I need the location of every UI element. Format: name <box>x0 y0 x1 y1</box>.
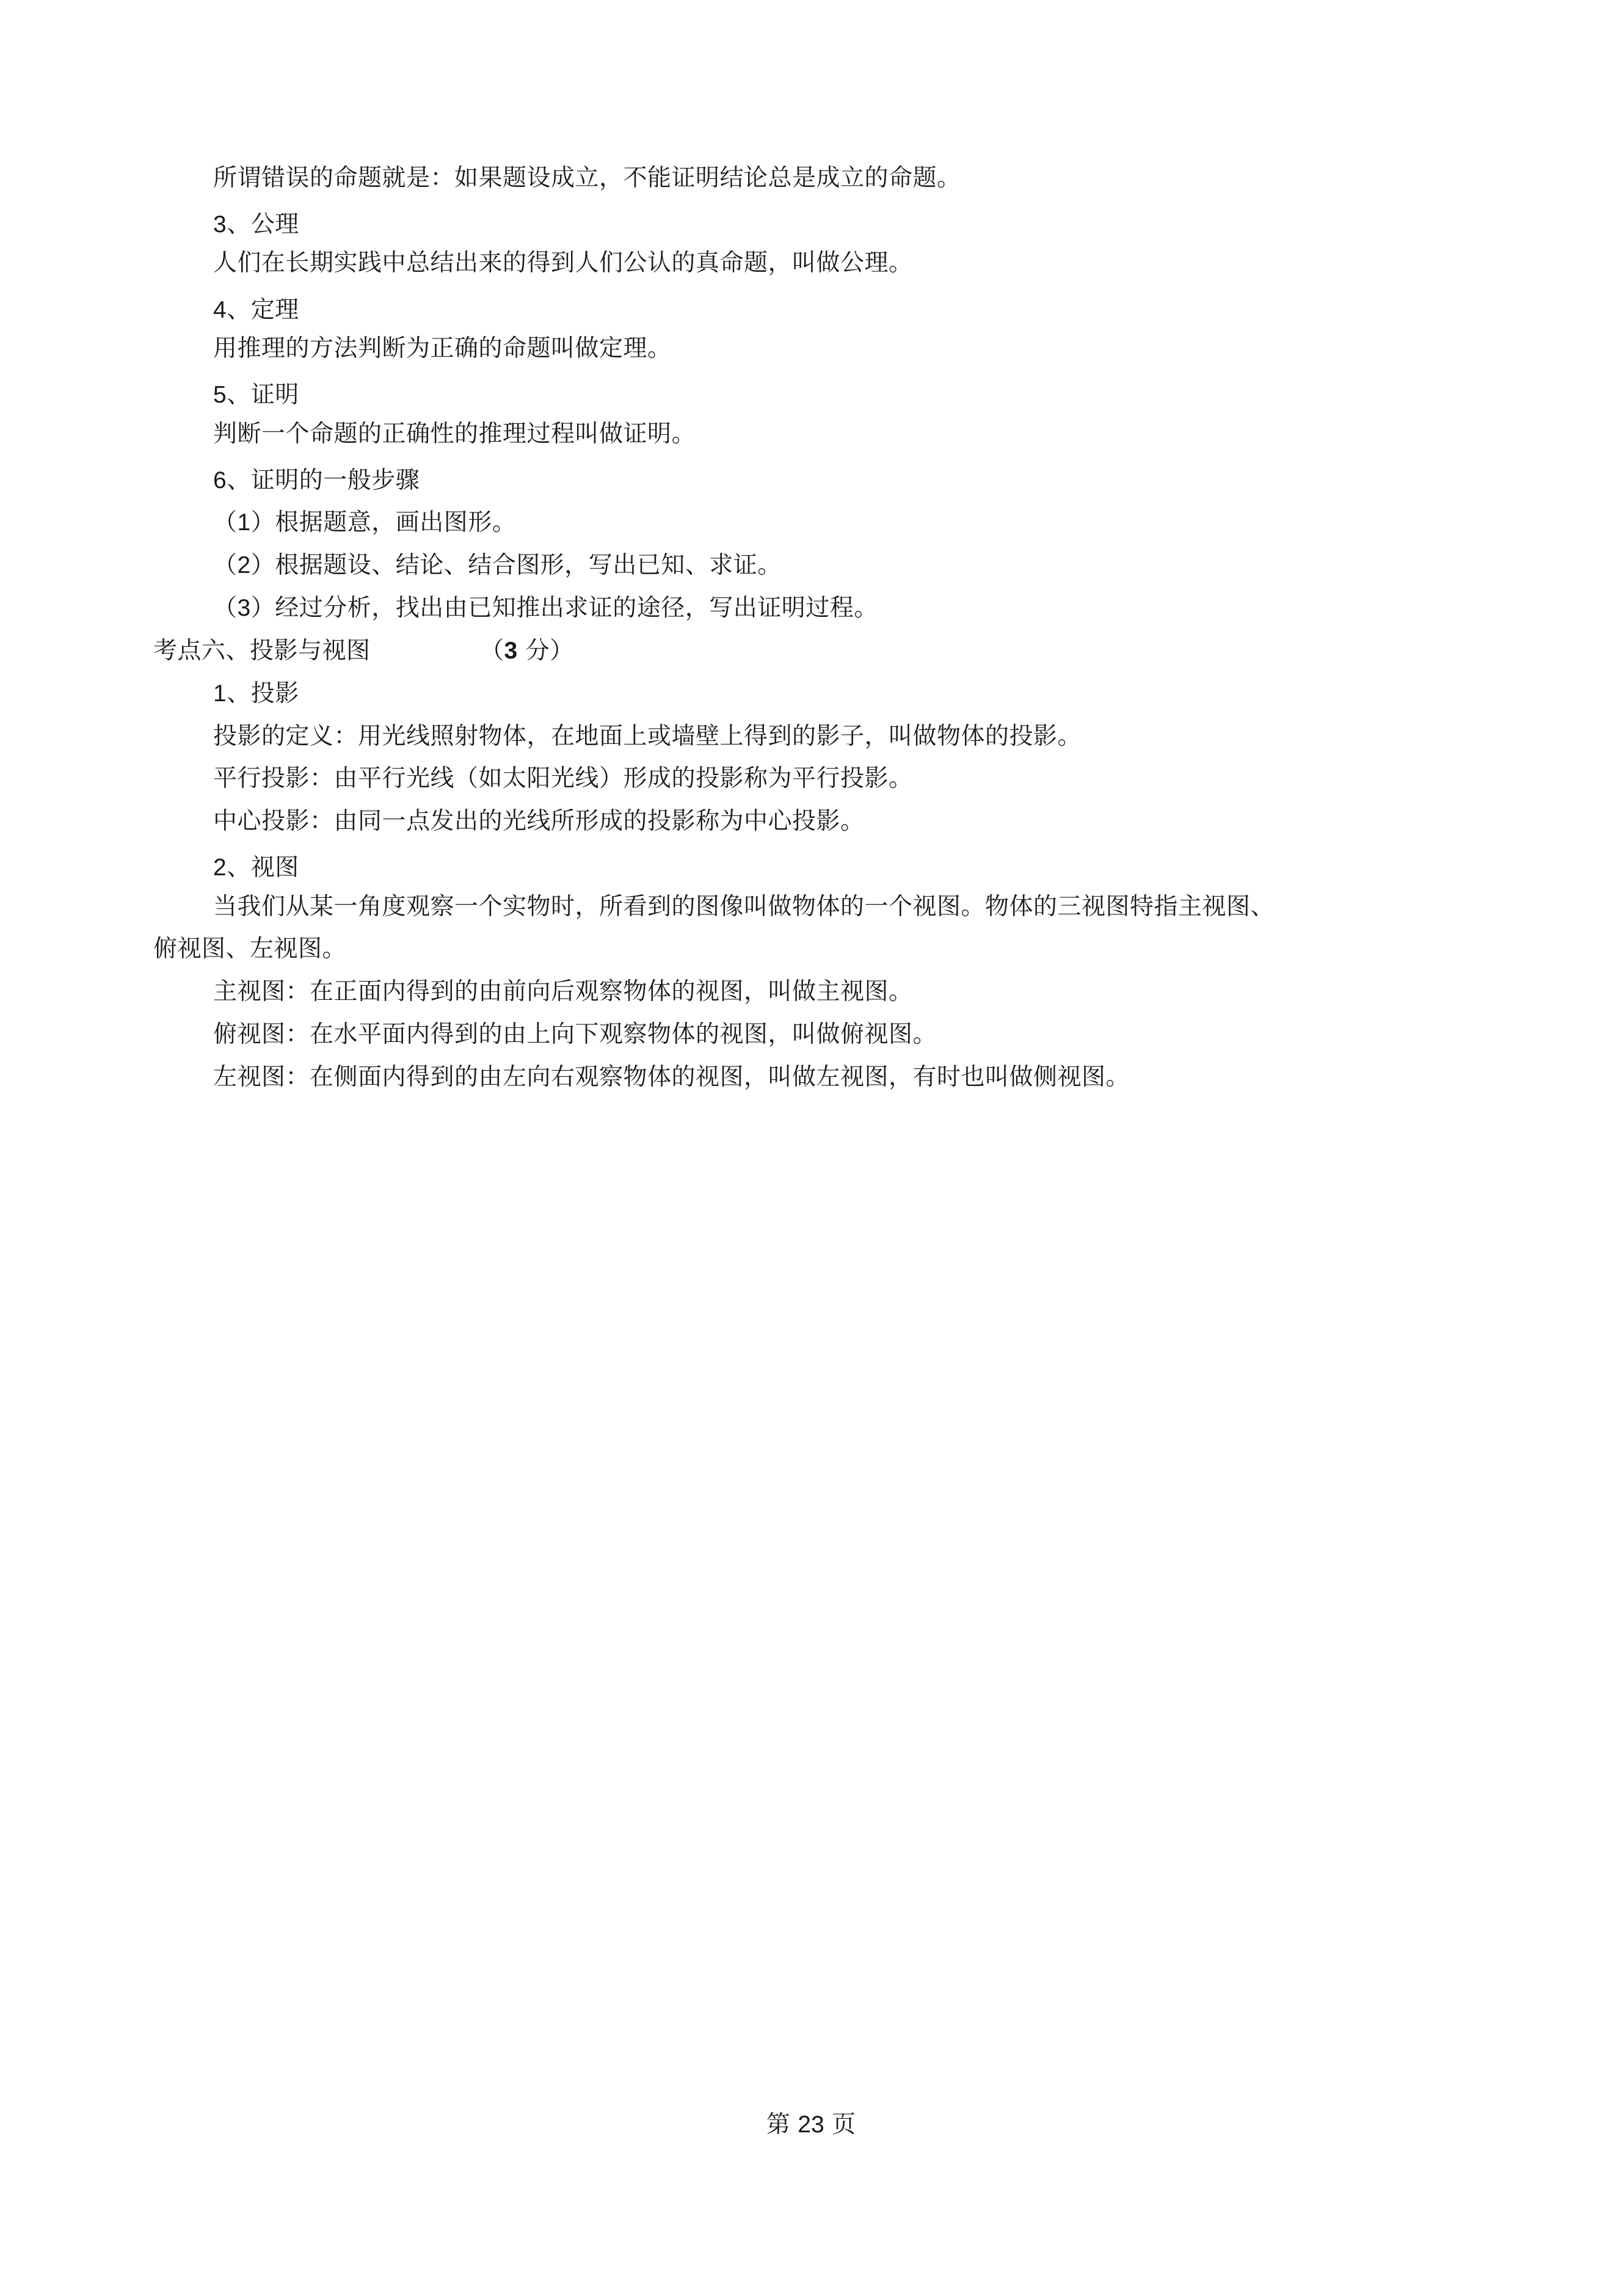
heading-proof-steps-text: 、证明的一般步骤 <box>227 467 420 494</box>
heading-proof-number: 5 <box>213 382 227 408</box>
heading-axiom <box>213 210 299 239</box>
heading-proof-text: 、证明 <box>227 381 299 409</box>
heading-theorem-number: 4 <box>213 297 227 323</box>
heading-projection-number: 1 <box>213 680 227 707</box>
heading-projection-text: 、投影 <box>227 680 299 707</box>
heading-axiom-text: 、公理 <box>227 211 299 238</box>
text-left-view: 左视图：在侧面内得到的由左向右观察物体的视图，叫做左视图，有时也叫做侧视图。 <box>213 1063 1130 1091</box>
heading-axiom-number: 3 <box>213 211 227 238</box>
text-top-view: 俯视图：在水平面内得到的由上向下观察物体的视图，叫做俯视图。 <box>213 1021 937 1048</box>
heading-proof-steps <box>213 466 420 495</box>
heading-views-number: 2 <box>213 855 227 881</box>
heading-theorem-text: 、定理 <box>227 296 299 324</box>
heading-theorem <box>213 296 299 325</box>
page-number: 23 <box>798 2112 824 2138</box>
step-2-number: 2 <box>237 552 251 578</box>
text-axiom: 人们在长期实践中总结出来的得到人们公认的真命题，叫做公理。 <box>213 249 913 277</box>
section-heading <box>153 636 371 666</box>
step-1-number: 1 <box>237 509 251 536</box>
heading-proof-steps-number: 6 <box>213 467 227 494</box>
text-front-view: 主视图：在正面内得到的由前向后观察物体的视图，叫做主视图。 <box>213 978 913 1005</box>
paragraph-central-projection <box>213 807 865 836</box>
section-score-number: 3 <box>504 638 518 664</box>
paragraph-axiom <box>213 249 913 278</box>
section-title: 考点六、投影与视图 <box>153 637 371 665</box>
page-footer <box>0 2110 1622 2140</box>
footer-suffix: 页 <box>824 2111 856 2138</box>
heading-views-text: 、视图 <box>227 854 299 881</box>
step-1-open-paren: （ <box>213 509 238 536</box>
paragraph-front-view <box>213 977 913 1007</box>
section-score <box>480 636 574 666</box>
step-1-text: ）根据题意，画出图形。 <box>250 509 517 536</box>
heading-proof <box>213 381 299 410</box>
text-parallel-projection: 平行投影：由平行光线（如太阳光线）形成的投影称为平行投影。 <box>213 765 913 792</box>
paragraph-false-proposition <box>213 164 961 193</box>
text-view-definition-line1: 当我们从某一角度观察一个实物时，所看到的图像叫做物体的一个视图。物体的三视图特指主视图、 <box>213 893 1275 920</box>
heading-projection <box>213 679 299 709</box>
step-1 <box>213 508 516 538</box>
heading-views <box>213 853 299 883</box>
footer-prefix: 第 <box>766 2111 798 2138</box>
paragraph-projection-definition <box>213 722 1082 751</box>
paragraph-theorem <box>213 334 672 363</box>
step-2-open-paren: （ <box>213 552 238 579</box>
paragraph-left-view <box>213 1063 1130 1092</box>
paragraph-top-view <box>213 1020 937 1049</box>
text-theorem: 用推理的方法判断为正确的命题叫做定理。 <box>213 335 672 362</box>
paragraph-view-definition-line2 <box>153 935 346 964</box>
text-view-definition-line2: 俯视图、左视图。 <box>153 935 347 963</box>
step-2 <box>213 551 782 580</box>
step-3 <box>213 594 878 623</box>
section-score-text: 分） <box>517 637 574 665</box>
text-projection-definition: 投影的定义：用光线照射物体，在地面上或墙壁上得到的影子，叫做物体的投影。 <box>213 723 1082 750</box>
text-false-proposition: 所谓错误的命题就是：如果题设成立，不能证明结论总是成立的命题。 <box>213 164 961 192</box>
paragraph-parallel-projection <box>213 764 913 793</box>
paragraph-view-definition-line1 <box>213 892 1275 922</box>
step-2-text: ）根据题设、结论、结合图形，写出已知、求证。 <box>250 552 782 579</box>
section-score-open-paren: （ <box>480 637 504 665</box>
step-3-text: ）经过分析，找出由已知推出求证的途径，写出证明过程。 <box>250 594 878 622</box>
text-central-projection: 中心投影：由同一点发出的光线所形成的投影称为中心投影。 <box>213 807 865 835</box>
text-proof: 判断一个命题的正确性的推理过程叫做证明。 <box>213 420 696 448</box>
step-3-number: 3 <box>237 595 251 621</box>
paragraph-proof <box>213 420 696 449</box>
step-3-open-paren: （ <box>213 594 238 622</box>
